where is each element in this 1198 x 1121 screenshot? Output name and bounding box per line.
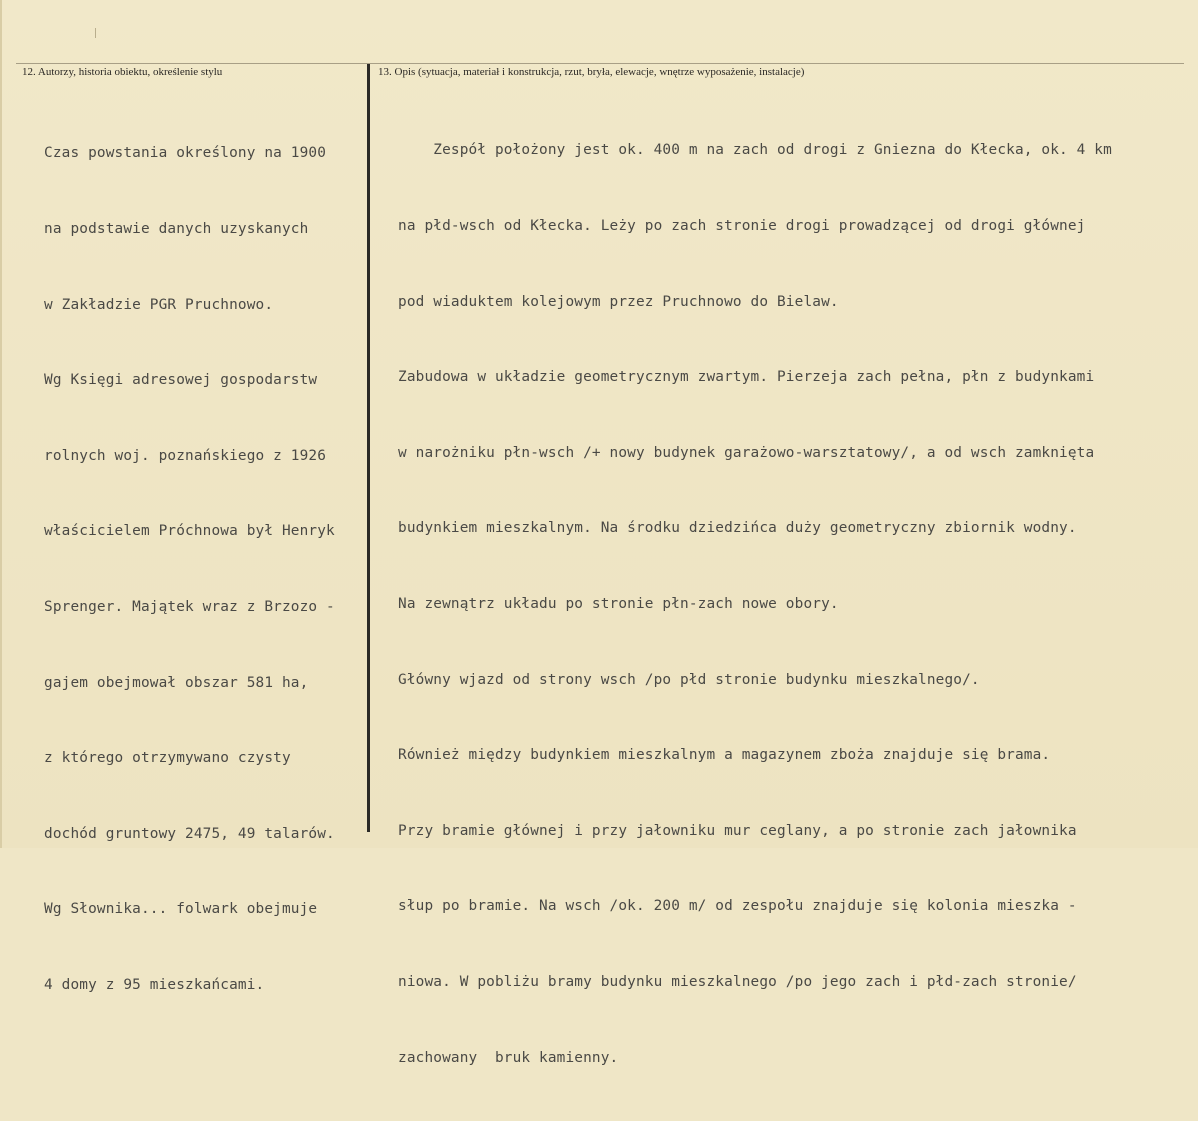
text-line: zachowany bruk kamienny. xyxy=(398,1049,619,1066)
section-13-title: 13. Opis (sytuacja, materiał i konstrukcja, rzut, bryła, elewacje, wnętrze wyposażenie, instalacje) xyxy=(378,66,805,78)
text-line: gajem obejmował obszar 581 ha, xyxy=(44,674,309,691)
text-line: budynkiem mieszkalnym. Na środku dziedzińca duży geometryczny zbiornik wodny. xyxy=(398,520,1077,537)
section-13-body xyxy=(398,88,1112,1121)
section-12-title: 12. Autorzy, historia obiektu, określenie stylu xyxy=(22,66,223,78)
text-line: Przy bramie głównej i przy jałowniku mur ceglany, a po stronie zach jałownika xyxy=(398,822,1077,839)
column-divider xyxy=(367,64,370,832)
text-line: Sprenger. Majątek wraz z Brzozo - xyxy=(44,598,335,615)
text-line: Główny wjazd od strony wsch /po płd stronie budynku mieszkalnego/. xyxy=(398,671,980,688)
text-line: Zespół położony jest ok. 400 m na zach od drogi z Gniezna do Kłecka, ok. 4 km xyxy=(398,142,1112,159)
text-line: na płd-wsch od Kłecka. Leży po zach stronie drogi prowadzącej od drogi głównej xyxy=(398,218,1086,234)
section-12-body xyxy=(44,91,335,1049)
header-rule xyxy=(16,63,1184,64)
text-line: pod wiaduktem kolejowym przez Pruchnowo do Bielaw. xyxy=(398,293,839,310)
text-line: Zabudowa w układzie geometrycznym zwartym. Pierzeja zach pełna, płn z budynkami xyxy=(398,369,1095,386)
text-line: Czas powstania określony na 1900 xyxy=(44,145,327,162)
text-line: niowa. W pobliżu bramy budynku mieszkalnego /po jego zach i płd-zach stronie/ xyxy=(398,973,1077,990)
text-line: właścicielem Próchnowa był Henryk xyxy=(44,523,335,540)
text-line: słup po bramie. Na wsch /ok. 200 m/ od zespołu znajduje się kolonia mieszka - xyxy=(398,898,1077,915)
text-line: dochód gruntowy 2475, 49 talarów. xyxy=(44,825,335,842)
pencil-mark xyxy=(95,28,96,38)
text-line: rolnych woj. poznańskiego z 1926 xyxy=(44,447,327,464)
text-line: w narożniku płn-wsch /+ nowy budynek garażowo-warsztatowy/, a od wsch zamknięta xyxy=(398,444,1095,461)
text-line: Wg Księgi adresowej gospodarstw xyxy=(44,372,318,389)
text-line: 4 domy z 95 mieszkańcami. xyxy=(44,976,265,993)
text-line: z którego otrzymywano czysty xyxy=(44,750,291,767)
text-line: Na zewnątrz układu po stronie płn-zach nowe obory. xyxy=(398,595,839,612)
text-line: na podstawie danych uzyskanych xyxy=(44,221,309,237)
text-line: w Zakładzie PGR Pruchnowo. xyxy=(44,296,274,313)
text-line: Wg Słownika... folwark obejmuje xyxy=(44,901,318,918)
text-line: Również między budynkiem mieszkalnym a magazynem zboża znajduje się brama. xyxy=(398,747,1051,764)
